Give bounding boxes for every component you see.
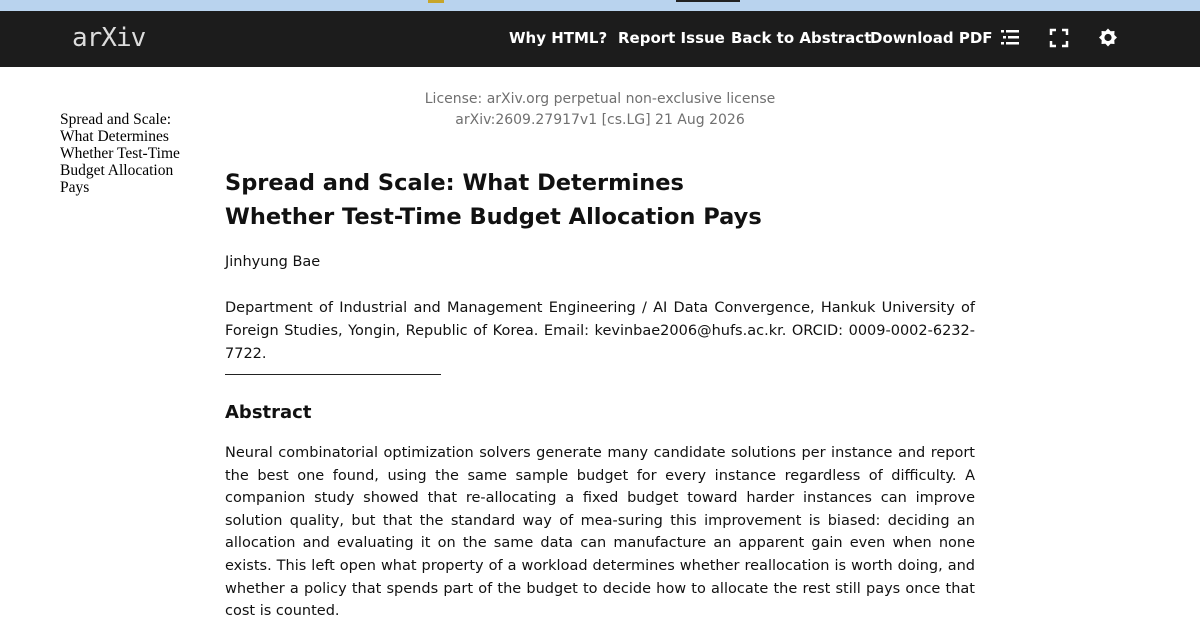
arxiv-identifier: arXiv:2609.27917v1 [cs.LG] 21 Aug 2026 xyxy=(455,112,745,128)
paper-title xyxy=(225,166,945,234)
theme-settings-icon[interactable] xyxy=(1097,27,1119,49)
download-pdf-link[interactable]: Download PDF xyxy=(870,29,993,47)
banner-icon xyxy=(428,0,444,3)
top-navbar xyxy=(0,11,1200,67)
abstract-heading: Abstract xyxy=(225,402,312,423)
author-name: Jinhyung Bae xyxy=(225,254,321,270)
fullscreen-icon[interactable] xyxy=(1048,27,1070,49)
banner-link[interactable] xyxy=(676,0,740,2)
footnote-rule xyxy=(225,374,441,375)
toc-title-link[interactable]: Spread and Scale: What Determines Whether Test-Time Budget Allocation Pays xyxy=(60,111,180,196)
why-html-link[interactable]: Why HTML? xyxy=(509,29,608,47)
abstract-text: Neural combinatorial optimization solvers generate many candidate solutions per instance and report the best one found, using the same sample budget for every instance regardless of difficulty. A companion study showed that re-allocating a fixed budget toward harder instances can improve solution quality, but that the standard way of mea-suring this improvement is biased: deciding an allocation and evaluating it on the same data can manufacture an apparent gain even when none exists. This left open what property of a workload determines whether reallocation is worth doing, and whether a policy that spends part of the budget to decide how to allocate the rest still pays once that cost is counted. xyxy=(225,445,975,620)
title-line-2: Whether Test-Time Budget Allocation Pays xyxy=(225,204,762,230)
title-line-1: Spread and Scale: What Determines xyxy=(225,170,684,196)
arxiv-logo[interactable] xyxy=(72,23,145,55)
next-paragraph-fragment xyxy=(225,622,975,630)
logo-text: arXiv xyxy=(72,23,146,53)
author-affiliation: Department of Industrial and Management Engineering / AI Data Convergence, Hankuk University of Foreign Studies, Yongin, Republic of Korea. Email: kevinbae2006@hufs.ac.kr. ORCID: 0009-0002-6232-7722. xyxy=(225,300,975,362)
back-to-abstract-link[interactable]: Back to Abstract xyxy=(731,29,872,47)
table-of-contents[interactable] xyxy=(60,111,200,196)
report-issue-link[interactable]: Report Issue xyxy=(618,29,725,47)
license-text: License: arXiv.org perpetual non-exclusive license xyxy=(424,91,776,107)
toc-list-icon[interactable] xyxy=(999,27,1021,49)
browser-banner xyxy=(0,0,1200,11)
